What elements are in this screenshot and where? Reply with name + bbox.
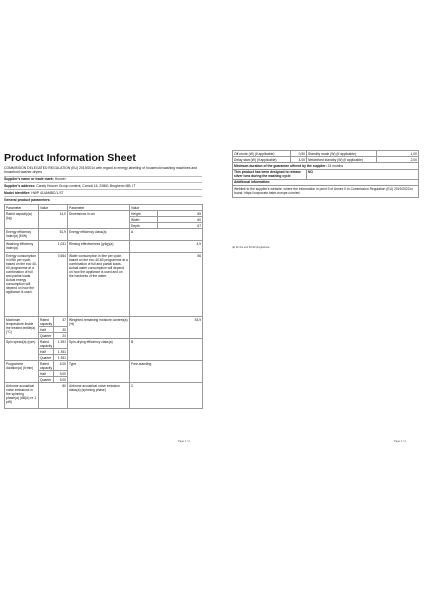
additional-label: Additional information: [234,180,271,185]
table-row [233,185,419,197]
supplier-address [4,184,135,188]
capacity-value: 14,0 [39,211,68,229]
duration-sub-label: Rated capacity [40,361,53,370]
silver-ions-value [307,169,419,179]
moisture-value: 53,9 [130,317,203,339]
temp-sub-value: 30 [54,327,68,333]
supplier-name-value: Hoover [54,177,66,181]
dimensions-label: Dimensions in cm [68,211,130,229]
supplier-name-label: Supplier's name or trade mark: [4,177,54,181]
table-row [5,361,203,371]
eei-class-value: A [130,229,203,241]
general-parameters-heading [4,198,51,202]
footnote: (a) for the eco 40-60 programme. [232,246,271,249]
temp-sub-label: Quarter [39,333,54,339]
temp-label: Maximum temperature inside the treated textile(a) (°C) [5,317,39,339]
spin-sub-value: 1 351 [54,355,68,361]
energy-value: 0,564 [39,253,68,317]
eei-class-label: Energy efficiency class(a) [68,229,130,241]
depth-label: Depth [130,223,158,229]
page-one [2,136,206,448]
duration-label: Programme duration(a) (h:min) [5,361,39,383]
silver-ions-text: This product has been designed to release silver ions during the washing cycle [234,170,301,179]
noise-class-value: C [130,383,203,409]
table-row [5,317,203,327]
header-value: Value [39,205,68,211]
power-table [232,150,419,198]
temp-sub-label: Half [39,327,54,333]
depth-value: 67 [158,223,203,229]
spin-sub-label: Half [39,349,54,355]
washing-value: 1,031 [39,241,68,253]
networked-value: 2,00 [377,157,419,163]
duration-sub-label: Half [39,371,54,377]
water-label: Water consumption in litre per cycle, based on the eco 40-60 programme at a combination of full and partial loads. Actual water consumption will depend on how the appliance is used and on the hardness of the water. [68,253,130,317]
model-label: Model identifier: [4,191,31,195]
height-value: 85 [158,211,203,217]
spin-sub-label: Quarter [39,355,54,361]
type-value: Free-standing [130,361,203,383]
spin-class-value: B [130,339,203,361]
silver-ions-answer: NO [308,170,313,175]
divider [4,189,202,190]
duration-sub-value: 3:00 [54,377,68,383]
water-value: 56 [130,253,203,317]
table-row [5,253,203,317]
width-value: 60 [158,217,203,223]
table-row [233,169,419,179]
capacity-label: Rated capacity(a) (kg) [5,211,39,229]
model-identifier [4,191,64,195]
duration-sub-value: 3:00 [54,371,68,377]
standby-label: Standby mode (W) (if applicable) [307,151,377,157]
washing-label: Washing efficiency index(a) [5,241,39,253]
regulation-text: COMMISSION DELEGATED REGULATION (EU) 2019/2014 with regard to energy labelling of household washing machines and household washer-dryers [4,166,198,175]
type-label: Type [68,361,130,383]
page-two [218,136,422,448]
table-row [5,383,203,409]
page-title: Product Information Sheet [4,152,136,164]
height-label: Height [130,211,158,217]
guarantee-label: Minimum duration of the guarantee offered by the supplier: [234,163,327,168]
table-row [5,241,203,253]
spin-sub-value: 1 351 [54,349,68,355]
temp-sub-value: 24 [54,333,68,339]
header-value-2: Value [130,205,203,211]
energy-label: Energy consumption in kWh per cycle, based on the eco 40-60 programme at a combination of full and partial loads. Actual energy consumption will depend on how the appliance is used. [5,253,39,317]
rinsing-label: Rinsing effectiveness (g/kg)(a) [68,241,130,253]
off-mode-value: 0,50 [291,151,307,157]
page-number: Page 2 / 2 [394,440,406,443]
additional-text: Weblink to the supplier's website, where the information in point 9 of Annex II to Commission Regulation (EU) 2019/2023 is found: https://corporate.haier-europe.com/en/ [233,185,419,197]
duration-sub-label: Quarter [39,377,54,383]
silver-ions-label [233,169,307,179]
moisture-label: Weighted remaining moisture content(a) (%) [68,317,130,339]
spin-class-label: Spin-drying efficiency class(a) [68,339,130,361]
supplier-name [4,177,66,181]
parameters-table [4,204,203,409]
eei-value: 51,9 [39,229,68,241]
divider [4,196,202,197]
delay-value: 4,00 [291,157,307,163]
supplier-address-value: Candy Hoover Group content, Comoli 16, 20861 Brugherio MB, IT [36,184,136,188]
spin-label: Spin speed(a) (rpm) [5,339,39,361]
header-parameter: Parameter [5,205,39,211]
divider [4,182,202,183]
noise-label: Airborne acoustical noise emissions in the spinning phase(a) (dB(A) re 1 pW) [5,383,39,409]
table-row [5,339,203,349]
general-parameters-label: General product parameters: [4,198,51,202]
delay-label: Delay start (W) (if applicable) [233,157,291,163]
networked-label: Networked standby (W) (if applicable) [307,157,377,163]
rinsing-value: 4,9 [130,241,203,253]
temp-sub-label: Rated capacity [40,317,53,326]
page-number: Page 1 / 2 [178,440,190,443]
spin-sub-label: Rated capacity [40,339,53,348]
spin-sub-value: 1 351 [54,339,68,349]
noise-class-label: Airborne acoustical noise emission class(a) (spinning phase) [68,383,130,409]
eei-label: Energy efficiency index(a) (EIW) [5,229,39,241]
width-label: Width [130,217,158,223]
noise-value: 80 [39,383,68,409]
supplier-address-label: Supplier's address: [4,184,36,188]
duration-sub-value: 4:00 [54,361,68,371]
guarantee-value: 24 months [327,163,344,168]
temp-sub-value: 37 [54,317,68,327]
off-mode-label: Off-mode (W) (if applicable) [233,151,291,157]
table-row [5,229,203,241]
model-value: HWP 414AMBC/1-S7 [31,191,64,195]
header-parameter-2: Parameter [68,205,130,211]
standby-value: 1,00 [377,151,419,157]
